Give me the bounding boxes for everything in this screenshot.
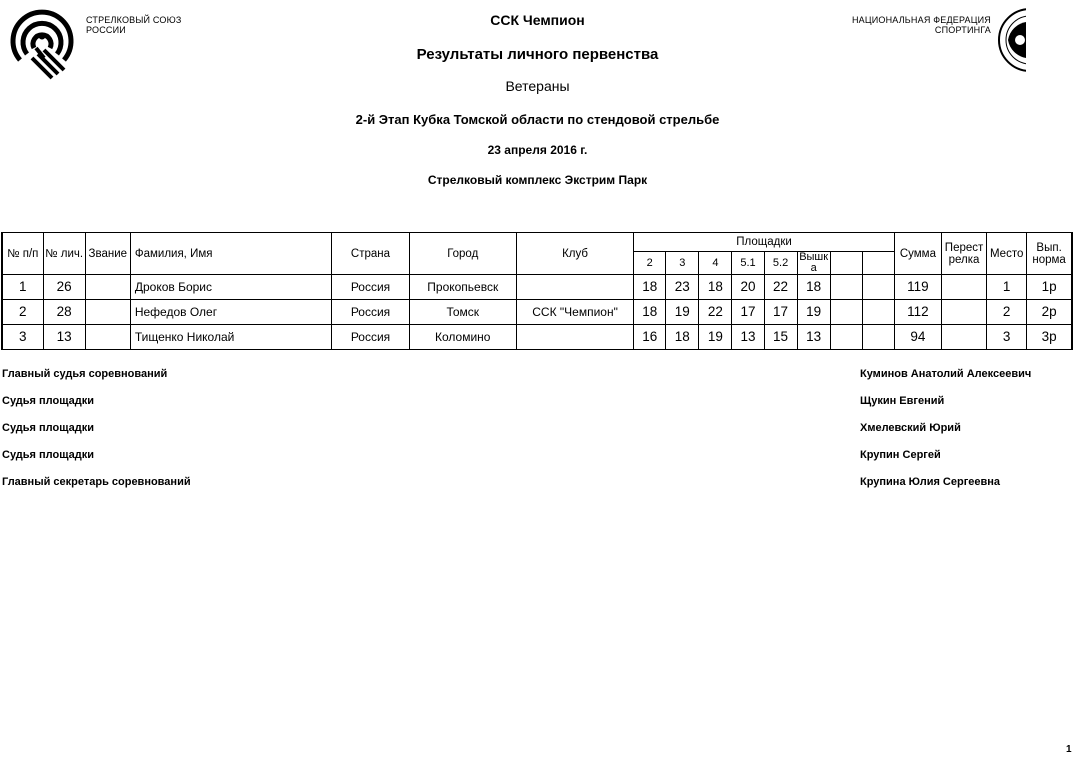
cell-score: 18 <box>634 275 666 300</box>
cell-score: 19 <box>797 300 830 325</box>
col-station: 3 <box>666 252 699 275</box>
cell-country: Россия <box>332 275 409 300</box>
cell-total: 112 <box>894 300 941 325</box>
cell-name: Нефедов Олег <box>130 300 332 325</box>
col-name: Фамилия, Имя <box>130 233 332 275</box>
cell-rank <box>85 325 130 350</box>
cell-country: Россия <box>332 300 409 325</box>
cell-no: 1 <box>2 275 43 300</box>
results-table <box>1 232 1073 350</box>
venue: Стрелковый комплекс Экстрим Парк <box>427 173 648 187</box>
cell-score: 18 <box>699 275 732 300</box>
col-club: Клуб <box>516 233 633 275</box>
cell-city: Коломино <box>409 325 516 350</box>
col-station <box>862 252 894 275</box>
col-stations-group: Площадки <box>634 233 895 252</box>
cell-score: 16 <box>634 325 666 350</box>
cell-score: 22 <box>764 275 797 300</box>
official-role-chief-judge: Главный судья соревнований <box>2 368 168 380</box>
official-name-range-judge: Крупин Сергей <box>860 449 941 461</box>
club-title: ССК Чемпион <box>490 12 585 28</box>
cell-club <box>516 275 633 300</box>
cell-name: Тищенко Николай <box>130 325 332 350</box>
col-place: Место <box>987 233 1027 275</box>
cell-score <box>862 300 894 325</box>
cell-score <box>862 275 894 300</box>
table-row <box>2 300 1072 325</box>
org-right-name: НАЦИОНАЛЬНАЯ ФЕДЕРАЦИЯ СПОРТИНГА <box>851 15 991 35</box>
category: Ветераны <box>505 78 570 94</box>
cell-shootoff <box>941 300 986 325</box>
cell-score <box>830 325 862 350</box>
table-row <box>2 275 1072 300</box>
cell-total: 119 <box>894 275 941 300</box>
cell-place: 1 <box>987 275 1027 300</box>
col-city: Город <box>409 233 516 275</box>
event-date: 23 апреля 2016 г. <box>487 143 588 157</box>
cell-club: ССК "Чемпион" <box>516 300 633 325</box>
cell-score: 23 <box>666 275 699 300</box>
cell-score <box>830 300 862 325</box>
official-name-range-judge: Хмелевский Юрий <box>860 422 961 434</box>
cell-score <box>862 325 894 350</box>
col-country: Страна <box>332 233 409 275</box>
cell-score: 17 <box>732 300 764 325</box>
cell-id: 28 <box>43 300 85 325</box>
cell-city: Томск <box>409 300 516 325</box>
cell-shootoff <box>941 275 986 300</box>
cell-name: Дроков Борис <box>130 275 332 300</box>
cell-score: 18 <box>634 300 666 325</box>
official-role-chief-secretary: Главный секретарь соревнований <box>2 476 191 488</box>
cell-score: 19 <box>666 300 699 325</box>
cell-score: 20 <box>732 275 764 300</box>
cell-norm: 1р <box>1027 275 1072 300</box>
event-name: 2-й Этап Кубка Томской области по стендовой стрельбе <box>355 112 720 127</box>
col-id: № лич. <box>43 233 85 275</box>
col-station <box>830 252 862 275</box>
cell-score: 13 <box>797 325 830 350</box>
col-station: 5.2 <box>764 252 797 275</box>
cell-shootoff <box>941 325 986 350</box>
page-number: 1 <box>1066 744 1072 755</box>
cell-id: 26 <box>43 275 85 300</box>
col-station: 2 <box>634 252 666 275</box>
cell-club <box>516 325 633 350</box>
cell-city: Прокопьевск <box>409 275 516 300</box>
col-shootoff: Перестрелка <box>941 233 986 275</box>
cell-score: 13 <box>732 325 764 350</box>
col-rank: Звание <box>85 233 130 275</box>
org-left-name: СТРЕЛКОВЫЙ СОЮЗ РОССИИ <box>86 15 182 35</box>
col-station: 5.1 <box>732 252 764 275</box>
official-name-chief-judge: Куминов Анатолий Алексеевич <box>860 368 1032 380</box>
results-title: Результаты личного первенства <box>416 46 659 63</box>
cell-total: 94 <box>894 325 941 350</box>
cell-country: Россия <box>332 325 409 350</box>
cell-score: 17 <box>764 300 797 325</box>
col-station: Вышка <box>797 252 830 275</box>
cell-no: 3 <box>2 325 43 350</box>
official-role-range-judge: Судья площадки <box>2 395 94 407</box>
table-row <box>2 325 1072 350</box>
cell-place: 3 <box>987 325 1027 350</box>
cell-score: 18 <box>666 325 699 350</box>
cell-place: 2 <box>987 300 1027 325</box>
col-station: 4 <box>699 252 732 275</box>
cell-score: 22 <box>699 300 732 325</box>
cell-no: 2 <box>2 300 43 325</box>
col-norm: Вып. норма <box>1027 233 1072 275</box>
cell-score <box>830 275 862 300</box>
cell-score: 18 <box>797 275 830 300</box>
cell-score: 19 <box>699 325 732 350</box>
official-role-range-judge: Судья площадки <box>2 449 94 461</box>
col-total: Сумма <box>894 233 941 275</box>
cell-norm: 3р <box>1027 325 1072 350</box>
cell-rank <box>85 275 130 300</box>
official-name-chief-secretary: Крупина Юлия Сергеевна <box>860 476 1001 488</box>
cell-score: 15 <box>764 325 797 350</box>
cell-id: 13 <box>43 325 85 350</box>
official-role-range-judge: Судья площадки <box>2 422 94 434</box>
col-no: № п/п <box>2 233 43 275</box>
cell-norm: 2р <box>1027 300 1072 325</box>
cell-rank <box>85 300 130 325</box>
official-name-range-judge: Щукин Евгений <box>860 395 945 407</box>
